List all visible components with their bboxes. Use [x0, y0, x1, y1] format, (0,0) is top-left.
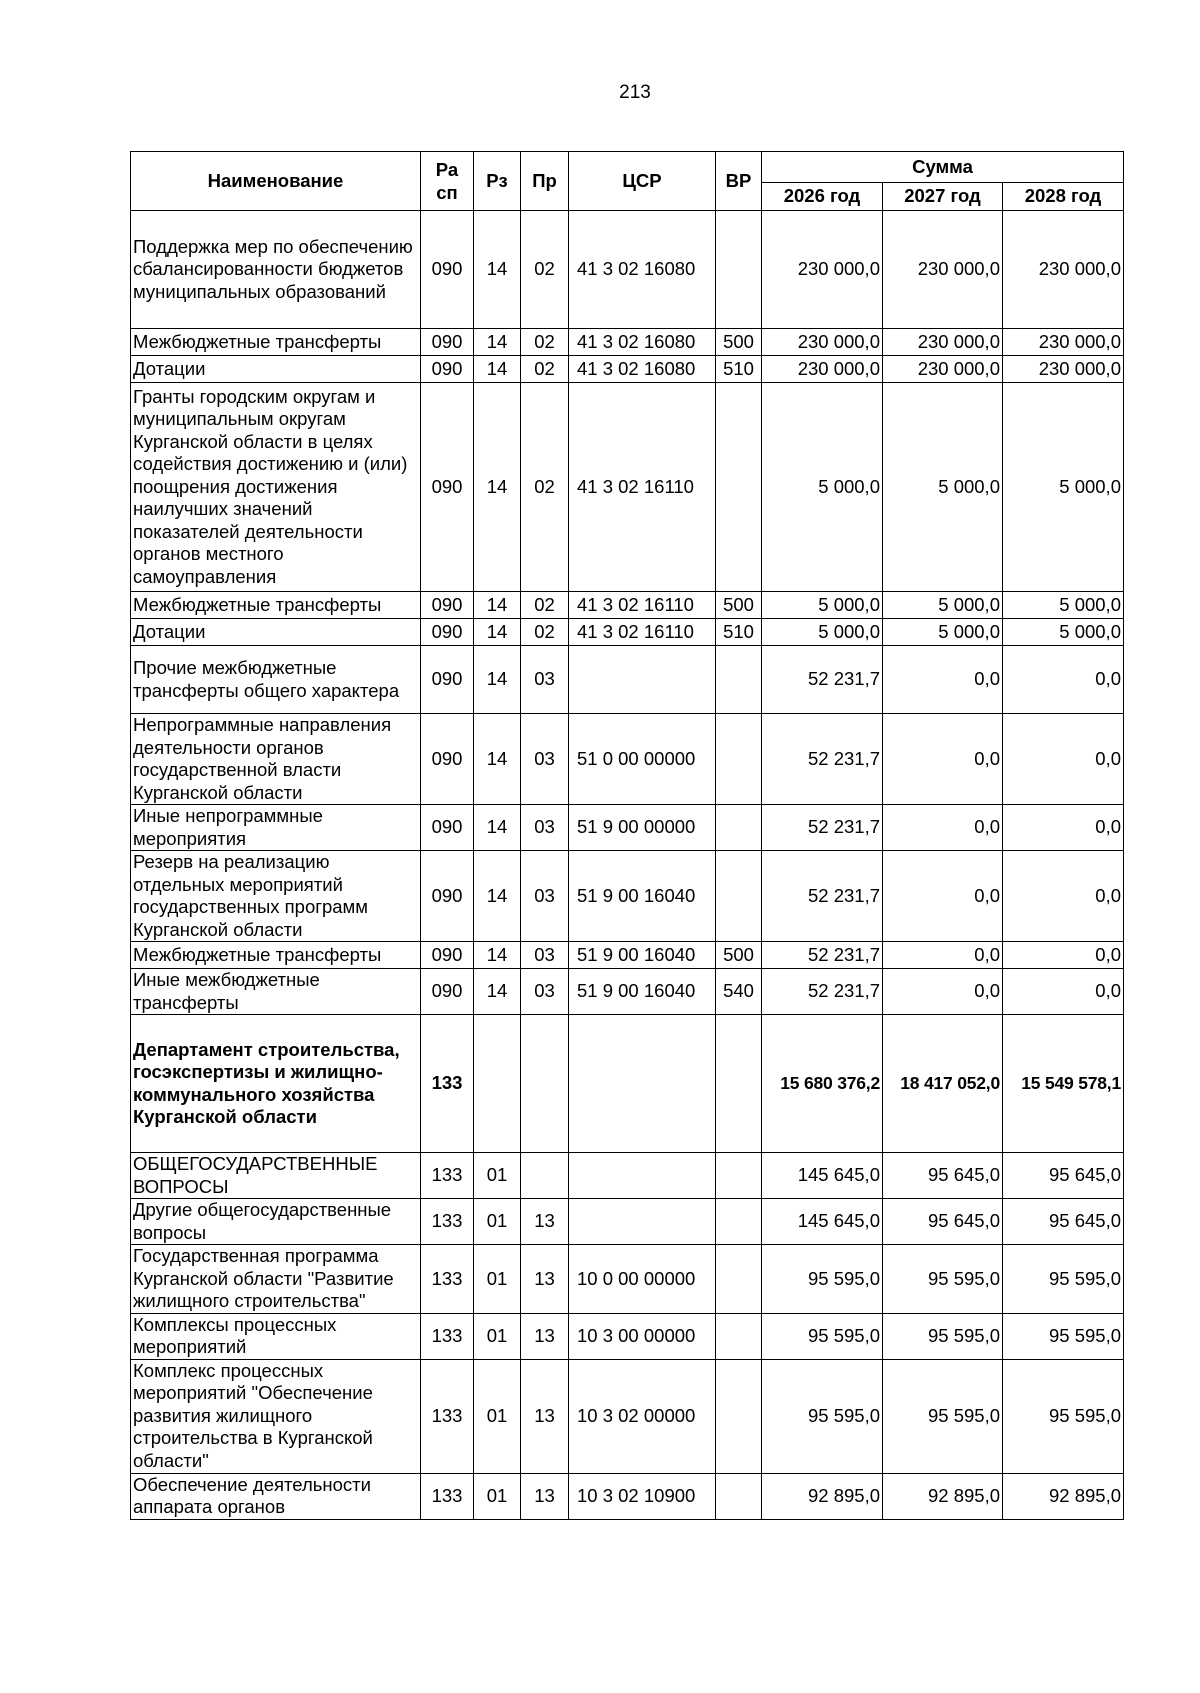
table-row — [131, 383, 1124, 592]
cell-name: Иные межбюджетные трансферты — [131, 969, 421, 1015]
cell-name: Дотации — [131, 356, 421, 383]
cell-rz: 14 — [474, 805, 521, 851]
header-rasp-line1: Ра — [435, 159, 459, 180]
cell-name: Департамент строительства, госэкспертизы и жилищно-коммунального хозяйства Курганской области — [131, 1015, 421, 1153]
cell-amount-2028: 230 000,0 — [1003, 356, 1124, 383]
cell-amount-2026: 145 645,0 — [762, 1153, 883, 1199]
cell-rasp: 090 — [421, 714, 474, 805]
cell-rz: 01 — [474, 1473, 521, 1519]
cell-rasp: 090 — [421, 329, 474, 356]
cell-rz: 01 — [474, 1245, 521, 1314]
page-number: 213 — [619, 82, 651, 103]
cell-amount-2026: 52 231,7 — [762, 714, 883, 805]
cell-rasp: 090 — [421, 942, 474, 969]
cell-pr: 02 — [521, 211, 569, 329]
cell-amount-2028: 95 595,0 — [1003, 1245, 1124, 1314]
table-row — [131, 619, 1124, 646]
header-name: Наименование — [131, 152, 421, 211]
cell-rasp: 090 — [421, 646, 474, 714]
cell-vr: 500 — [716, 329, 762, 356]
cell-rasp: 133 — [421, 1199, 474, 1245]
cell-pr: 13 — [521, 1359, 569, 1473]
cell-rasp: 090 — [421, 592, 474, 619]
cell-amount-2028: 0,0 — [1003, 714, 1124, 805]
cell-csr — [569, 646, 716, 714]
cell-vr — [716, 1199, 762, 1245]
cell-csr — [569, 1199, 716, 1245]
cell-name: Комплекс процессных мероприятий "Обеспечение развития жилищного строительства в Курганской области" — [131, 1359, 421, 1473]
cell-rasp: 090 — [421, 356, 474, 383]
table-row — [131, 1015, 1124, 1153]
cell-amount-2027: 230 000,0 — [883, 211, 1003, 329]
cell-csr: 51 9 00 00000 — [569, 805, 716, 851]
table-row — [131, 356, 1124, 383]
cell-rz: 14 — [474, 851, 521, 942]
cell-amount-2027: 95 595,0 — [883, 1245, 1003, 1314]
cell-amount-2026: 230 000,0 — [762, 329, 883, 356]
cell-amount-2027: 92 895,0 — [883, 1473, 1003, 1519]
cell-amount-2028: 95 595,0 — [1003, 1313, 1124, 1359]
header-rz: Рз — [474, 152, 521, 211]
cell-amount-2027: 5 000,0 — [883, 619, 1003, 646]
cell-amount-2027: 0,0 — [883, 851, 1003, 942]
table-row — [131, 1313, 1124, 1359]
cell-vr: 500 — [716, 592, 762, 619]
cell-vr: 510 — [716, 356, 762, 383]
cell-vr — [716, 1359, 762, 1473]
cell-csr: 51 0 00 00000 — [569, 714, 716, 805]
cell-rz: 01 — [474, 1313, 521, 1359]
cell-rz: 14 — [474, 211, 521, 329]
cell-csr: 41 3 02 16110 — [569, 592, 716, 619]
cell-rasp: 090 — [421, 211, 474, 329]
cell-name: Прочие межбюджетные трансферты общего характера — [131, 646, 421, 714]
cell-pr — [521, 1015, 569, 1153]
table-row — [131, 646, 1124, 714]
header-year-2028: 2028 год — [1003, 183, 1124, 211]
cell-amount-2028: 0,0 — [1003, 851, 1124, 942]
header-year-2026: 2026 год — [762, 183, 883, 211]
table-row — [131, 211, 1124, 329]
cell-rasp: 090 — [421, 383, 474, 592]
cell-amount-2028: 5 000,0 — [1003, 383, 1124, 592]
cell-vr: 510 — [716, 619, 762, 646]
cell-amount-2027: 5 000,0 — [883, 592, 1003, 619]
cell-rasp: 133 — [421, 1245, 474, 1314]
cell-vr — [716, 1245, 762, 1314]
cell-name: Межбюджетные трансферты — [131, 329, 421, 356]
cell-pr: 03 — [521, 805, 569, 851]
cell-amount-2028: 230 000,0 — [1003, 329, 1124, 356]
cell-name: Межбюджетные трансферты — [131, 942, 421, 969]
cell-vr — [716, 646, 762, 714]
cell-name: Межбюджетные трансферты — [131, 592, 421, 619]
cell-amount-2026: 230 000,0 — [762, 356, 883, 383]
cell-pr: 03 — [521, 646, 569, 714]
table-row — [131, 1473, 1124, 1519]
cell-rz: 14 — [474, 383, 521, 592]
cell-vr: 500 — [716, 942, 762, 969]
cell-amount-2026: 145 645,0 — [762, 1199, 883, 1245]
header-vr: ВР — [716, 152, 762, 211]
table-body — [131, 211, 1124, 1520]
cell-pr: 13 — [521, 1313, 569, 1359]
cell-name: Государственная программа Курганской области "Развитие жилищного строительства" — [131, 1245, 421, 1314]
cell-pr: 02 — [521, 383, 569, 592]
cell-amount-2028: 92 895,0 — [1003, 1473, 1124, 1519]
cell-rasp: 090 — [421, 851, 474, 942]
cell-amount-2026: 52 231,7 — [762, 942, 883, 969]
table-row — [131, 1359, 1124, 1473]
cell-pr: 03 — [521, 969, 569, 1015]
cell-pr: 02 — [521, 356, 569, 383]
cell-pr — [521, 1153, 569, 1199]
cell-amount-2028: 0,0 — [1003, 942, 1124, 969]
cell-amount-2028: 0,0 — [1003, 646, 1124, 714]
cell-rz: 14 — [474, 942, 521, 969]
cell-amount-2027: 0,0 — [883, 805, 1003, 851]
cell-amount-2026: 95 595,0 — [762, 1359, 883, 1473]
cell-amount-2026: 52 231,7 — [762, 646, 883, 714]
cell-amount-2027: 18 417 052,0 — [883, 1015, 1003, 1153]
cell-amount-2026: 92 895,0 — [762, 1473, 883, 1519]
table-row — [131, 714, 1124, 805]
cell-name: Поддержка мер по обеспечению сбалансированности бюджетов муниципальных образований — [131, 211, 421, 329]
cell-csr: 51 9 00 16040 — [569, 942, 716, 969]
cell-amount-2027: 0,0 — [883, 646, 1003, 714]
budget-table — [130, 151, 1124, 1520]
cell-amount-2027: 230 000,0 — [883, 356, 1003, 383]
cell-csr — [569, 1015, 716, 1153]
cell-pr: 13 — [521, 1245, 569, 1314]
cell-vr — [716, 1015, 762, 1153]
cell-pr: 03 — [521, 851, 569, 942]
cell-amount-2028: 0,0 — [1003, 805, 1124, 851]
cell-csr — [569, 1153, 716, 1199]
cell-name: Резерв на реализацию отдельных мероприятий государственных программ Курганской области — [131, 851, 421, 942]
cell-rz: 01 — [474, 1359, 521, 1473]
cell-csr: 10 3 02 00000 — [569, 1359, 716, 1473]
cell-amount-2027: 95 645,0 — [883, 1199, 1003, 1245]
cell-amount-2027: 0,0 — [883, 942, 1003, 969]
cell-rz: 14 — [474, 356, 521, 383]
cell-pr: 03 — [521, 714, 569, 805]
cell-vr — [716, 1473, 762, 1519]
table-row — [131, 969, 1124, 1015]
cell-rz: 01 — [474, 1199, 521, 1245]
cell-vr — [716, 805, 762, 851]
header-pr: Пр — [521, 152, 569, 211]
header-csr: ЦСР — [569, 152, 716, 211]
cell-csr: 41 3 02 16110 — [569, 383, 716, 592]
cell-csr: 51 9 00 16040 — [569, 969, 716, 1015]
cell-amount-2027: 5 000,0 — [883, 383, 1003, 592]
cell-csr: 51 9 00 16040 — [569, 851, 716, 942]
header-sum: Сумма — [762, 152, 1124, 183]
cell-pr: 13 — [521, 1199, 569, 1245]
header-rasp-line2: сп — [436, 182, 458, 203]
cell-rz: 14 — [474, 646, 521, 714]
cell-vr — [716, 1153, 762, 1199]
cell-amount-2028: 95 595,0 — [1003, 1359, 1124, 1473]
cell-amount-2026: 5 000,0 — [762, 383, 883, 592]
cell-vr — [716, 714, 762, 805]
cell-pr: 03 — [521, 942, 569, 969]
cell-csr: 10 0 00 00000 — [569, 1245, 716, 1314]
cell-csr: 41 3 02 16080 — [569, 211, 716, 329]
cell-vr — [716, 1313, 762, 1359]
cell-rasp: 090 — [421, 805, 474, 851]
cell-name: Комплексы процессных мероприятий — [131, 1313, 421, 1359]
cell-name: Гранты городским округам и муниципальным округам Курганской области в целях содействия достижению и (или) поощрения достижения наилучших значений показателей деятельности органов местного самоуправления — [131, 383, 421, 592]
cell-rz: 14 — [474, 329, 521, 356]
cell-vr: 540 — [716, 969, 762, 1015]
cell-name: Обеспечение деятельности аппарата органов — [131, 1473, 421, 1519]
cell-name: ОБЩЕГОСУДАРСТВЕННЫЕ ВОПРОСЫ — [131, 1153, 421, 1199]
table-row — [131, 942, 1124, 969]
cell-rz: 14 — [474, 714, 521, 805]
cell-amount-2026: 95 595,0 — [762, 1245, 883, 1314]
cell-csr: 41 3 02 16080 — [569, 356, 716, 383]
cell-amount-2026: 15 680 376,2 — [762, 1015, 883, 1153]
cell-amount-2026: 230 000,0 — [762, 211, 883, 329]
cell-pr: 02 — [521, 592, 569, 619]
cell-rasp: 133 — [421, 1473, 474, 1519]
header-year-2027: 2027 год — [883, 183, 1003, 211]
cell-amount-2026: 5 000,0 — [762, 619, 883, 646]
cell-amount-2028: 230 000,0 — [1003, 211, 1124, 329]
cell-amount-2028: 15 549 578,1 — [1003, 1015, 1124, 1153]
cell-amount-2027: 230 000,0 — [883, 329, 1003, 356]
cell-amount-2028: 5 000,0 — [1003, 592, 1124, 619]
cell-csr: 10 3 02 10900 — [569, 1473, 716, 1519]
cell-rasp: 133 — [421, 1359, 474, 1473]
cell-vr — [716, 851, 762, 942]
table-row — [131, 1153, 1124, 1199]
cell-name: Непрограммные направления деятельности органов государственной власти Курганской области — [131, 714, 421, 805]
cell-amount-2028: 95 645,0 — [1003, 1199, 1124, 1245]
cell-rasp: 133 — [421, 1015, 474, 1153]
cell-csr: 10 3 00 00000 — [569, 1313, 716, 1359]
cell-amount-2026: 5 000,0 — [762, 592, 883, 619]
table-row — [131, 1199, 1124, 1245]
table-row — [131, 329, 1124, 356]
cell-amount-2027: 95 595,0 — [883, 1359, 1003, 1473]
cell-name: Иные непрограммные мероприятия — [131, 805, 421, 851]
cell-rasp: 133 — [421, 1153, 474, 1199]
table-row — [131, 805, 1124, 851]
cell-pr: 02 — [521, 619, 569, 646]
header-rasp — [421, 152, 474, 211]
cell-amount-2026: 95 595,0 — [762, 1313, 883, 1359]
cell-rasp: 090 — [421, 619, 474, 646]
cell-pr: 13 — [521, 1473, 569, 1519]
cell-amount-2027: 0,0 — [883, 714, 1003, 805]
table-row — [131, 592, 1124, 619]
cell-rz: 01 — [474, 1153, 521, 1199]
cell-amount-2027: 0,0 — [883, 969, 1003, 1015]
table-row — [131, 1245, 1124, 1314]
cell-vr — [716, 211, 762, 329]
cell-rasp: 090 — [421, 969, 474, 1015]
cell-rz: 14 — [474, 969, 521, 1015]
cell-name: Другие общегосударственные вопросы — [131, 1199, 421, 1245]
cell-amount-2026: 52 231,7 — [762, 805, 883, 851]
cell-rz — [474, 1015, 521, 1153]
cell-amount-2027: 95 595,0 — [883, 1313, 1003, 1359]
cell-amount-2028: 5 000,0 — [1003, 619, 1124, 646]
cell-amount-2028: 0,0 — [1003, 969, 1124, 1015]
cell-rz: 14 — [474, 619, 521, 646]
cell-amount-2028: 95 645,0 — [1003, 1153, 1124, 1199]
cell-amount-2027: 95 645,0 — [883, 1153, 1003, 1199]
cell-name: Дотации — [131, 619, 421, 646]
cell-vr — [716, 383, 762, 592]
cell-csr: 41 3 02 16080 — [569, 329, 716, 356]
cell-amount-2026: 52 231,7 — [762, 969, 883, 1015]
cell-rasp: 133 — [421, 1313, 474, 1359]
table-row — [131, 851, 1124, 942]
cell-csr: 41 3 02 16110 — [569, 619, 716, 646]
cell-rz: 14 — [474, 592, 521, 619]
cell-amount-2026: 52 231,7 — [762, 851, 883, 942]
cell-pr: 02 — [521, 329, 569, 356]
